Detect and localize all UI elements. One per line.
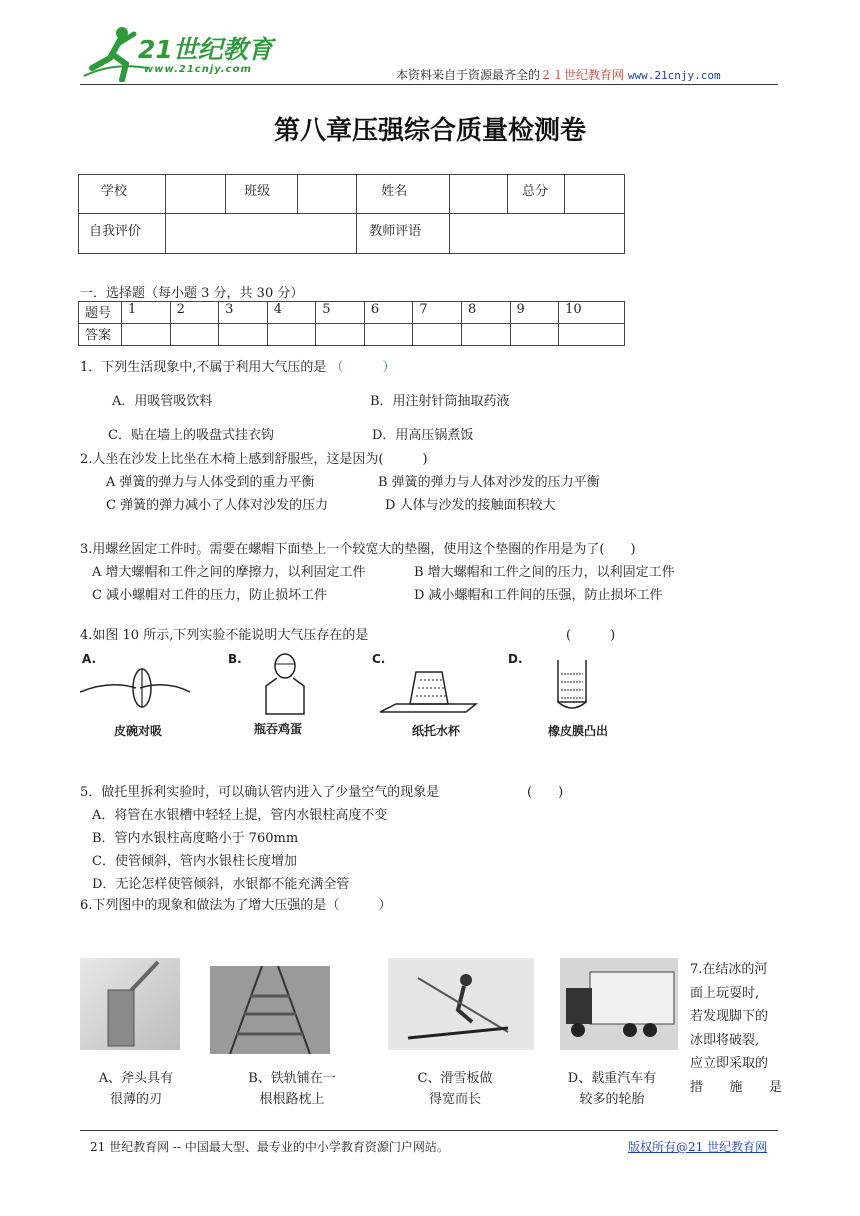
rubber-membrane-illustration [552,658,592,716]
row-num-label: 题号 [79,302,122,324]
total-field[interactable] [565,175,625,214]
fig-b-letter: B. [228,652,242,666]
axe-icon [80,958,180,1050]
class-field[interactable] [297,175,357,214]
q3-option-a: A 增大螺帽和工件之间的摩擦力，以利固定工件 [92,565,366,580]
footer-left: 21 世纪教育网 -- 中国最大型、最专业的中小学教育资源门户网站。 [90,1140,449,1154]
total-label: 总分 [508,175,565,214]
q4-figure [80,648,640,743]
fig-d-caption: 橡皮膜凸出 [548,724,609,738]
q1-stem: 1．下列生活现象中,不属于利用大气压的是 （ ） [80,360,396,375]
answer-grid [78,301,625,346]
teacher-comment-field[interactable] [450,214,625,254]
qnum-cell: 1 [122,302,171,324]
q5-option-c: C．使管倾斜，管内水银柱长度增加 [92,854,297,869]
answer-cell[interactable] [122,324,171,346]
answer-cell[interactable] [364,324,413,346]
logo [82,24,282,84]
q6-photo-ski [388,958,534,1050]
truck-icon [560,958,678,1050]
row-answer-label: 答案 [79,324,122,346]
logo-sub-text: www.21cnjy.com [144,64,252,75]
q1-option-a: A．用吸管吸饮料 [112,394,213,409]
q5-stem: 5．做托里拆利实验时，可以确认管内进入了少量空气的现象是 [80,785,440,800]
qnum-cell: 10 [559,302,625,324]
logo-main-text: 21世纪教育 [138,35,273,64]
q6-caption-a: A、斧头具有 很薄的刃 [98,1071,174,1107]
paper-cup-illustration [376,666,496,716]
q3-option-b: B 增大螺帽和工件之间的压力，以利固定工件 [414,565,675,580]
qnum-cell: 2 [170,302,219,324]
name-label: 姓名 [357,175,450,214]
q6-photo-truck [560,958,678,1050]
q2-option-b: B 弹簧的弹力与人体对沙发的压力平衡 [378,475,600,490]
q6-photo-rail [210,966,330,1054]
q4-stem: 4.如图 10 所示,下列实验不能说明大气压存在的是 [80,628,369,643]
self-eval-label: 自我评价 [79,214,166,254]
q3-option-d: D 减小螺帽和工件间的压强，防止损坏工件 [414,588,663,603]
q6-stem: 6.下列图中的现象和做法为了增大压强的是（ ） [80,898,392,913]
teacher-comment-label: 教师评语 [357,214,450,254]
q5-option-d: D．无论怎样使管倾斜，水银都不能充满全管 [92,877,350,892]
answer-cell[interactable] [559,324,625,346]
school-field[interactable] [166,175,226,214]
suction-cups-illustration [80,662,190,712]
answer-grid-answer-row [79,324,625,346]
fig-a-caption: 皮碗对吸 [114,724,163,738]
qnum-cell: 7 [413,302,462,324]
source-site-link[interactable]: ２１世纪教育网 [540,68,625,82]
fig-c-caption: 纸托水杯 [412,724,461,738]
qnum-cell: 5 [316,302,365,324]
class-label: 班级 [226,175,298,214]
fig-d-letter: D. [508,652,523,666]
q1-option-c: C．贴在墙上的吸盘式挂衣钩 [108,428,274,443]
answer-cell[interactable] [219,324,268,346]
footer-copyright-link[interactable]: 版权所有@21 世纪教育网 [628,1140,768,1154]
q1-answer-paren: （ ） [330,360,396,375]
answer-grid-number-row [79,302,625,324]
source-prefix: 本资料来自于资源最齐全的 [396,68,541,82]
q5-option-b: B．管内水银柱高度略小于 760mm [92,831,299,846]
page-title: 第八章压强综合质量检测卷 [273,116,586,146]
q2-stem: 2.人坐在沙发上比坐在木椅上感到舒服些，这是因为( ) [80,452,428,467]
q2-option-c: C 弹簧的弹力减小了人体对沙发的压力 [106,498,329,513]
answer-cell[interactable] [267,324,316,346]
q1-option-d: D．用高压锅煮饭 [372,428,474,443]
q6-caption-c: C、滑雪板做 得宽而长 [417,1071,493,1107]
qnum-cell: 3 [219,302,268,324]
qnum-cell: 9 [510,302,559,324]
answer-cell[interactable] [510,324,559,346]
q1-option-b: B．用注射针筒抽取药液 [370,394,510,409]
name-field[interactable] [450,175,508,214]
answer-cell[interactable] [316,324,365,346]
fig-a-letter: A. [82,652,97,666]
answer-cell[interactable] [413,324,462,346]
qnum-cell: 6 [364,302,413,324]
fig-b-caption: 瓶吞鸡蛋 [254,722,303,736]
qnum-cell: 8 [461,302,510,324]
bottle-egg-illustration [260,652,310,718]
q5-answer-paren: ( ) [527,785,564,800]
footer-divider [80,1130,778,1131]
q6-caption-d: D、载重汽车有 较多的轮胎 [567,1071,657,1107]
info-table [78,174,625,254]
skier-icon [388,958,534,1050]
q5-option-a: A．将管在水银槽中轻轻上提，管内水银柱高度不变 [92,808,388,823]
source-url-link[interactable]: www.21cnjy.com [627,69,721,82]
q3-option-c: C 减小螺帽对工件的压力，防止损坏工件 [92,588,328,603]
q4-answer-paren: ( ) [566,628,616,643]
header-divider [80,84,778,85]
school-label: 学校 [79,175,166,214]
q7-spaced-line: 措 施 是 [690,1079,782,1095]
self-eval-field[interactable] [166,214,357,254]
section1-heading: 一．选择题（每小题 3 分，共 30 分） [80,286,304,301]
answer-cell[interactable] [170,324,219,346]
answer-cell[interactable] [461,324,510,346]
q2-option-a: A 弹簧的弹力与人体受到的重力平衡 [106,475,315,490]
railway-icon [210,966,330,1054]
q6-photo-axe [80,958,180,1050]
header-source [396,66,721,83]
q3-stem: 3.用螺丝固定工件时。需要在螺帽下面垫上一个较宽大的垫圈，使用这个垫圈的作用是为了( ) [80,542,636,557]
q7-text: 7.在结冰的河 面上玩耍时, 若发现脚下的 冰即将破裂, 应立即采取的 措 施 是 [690,958,782,1099]
fig-c-letter: C. [372,652,386,666]
q6-caption-b: B、铁轨铺在一 根根路枕上 [248,1071,336,1107]
q2-option-d: D 人体与沙发的接触面积较大 [385,498,556,513]
qnum-cell: 4 [267,302,316,324]
